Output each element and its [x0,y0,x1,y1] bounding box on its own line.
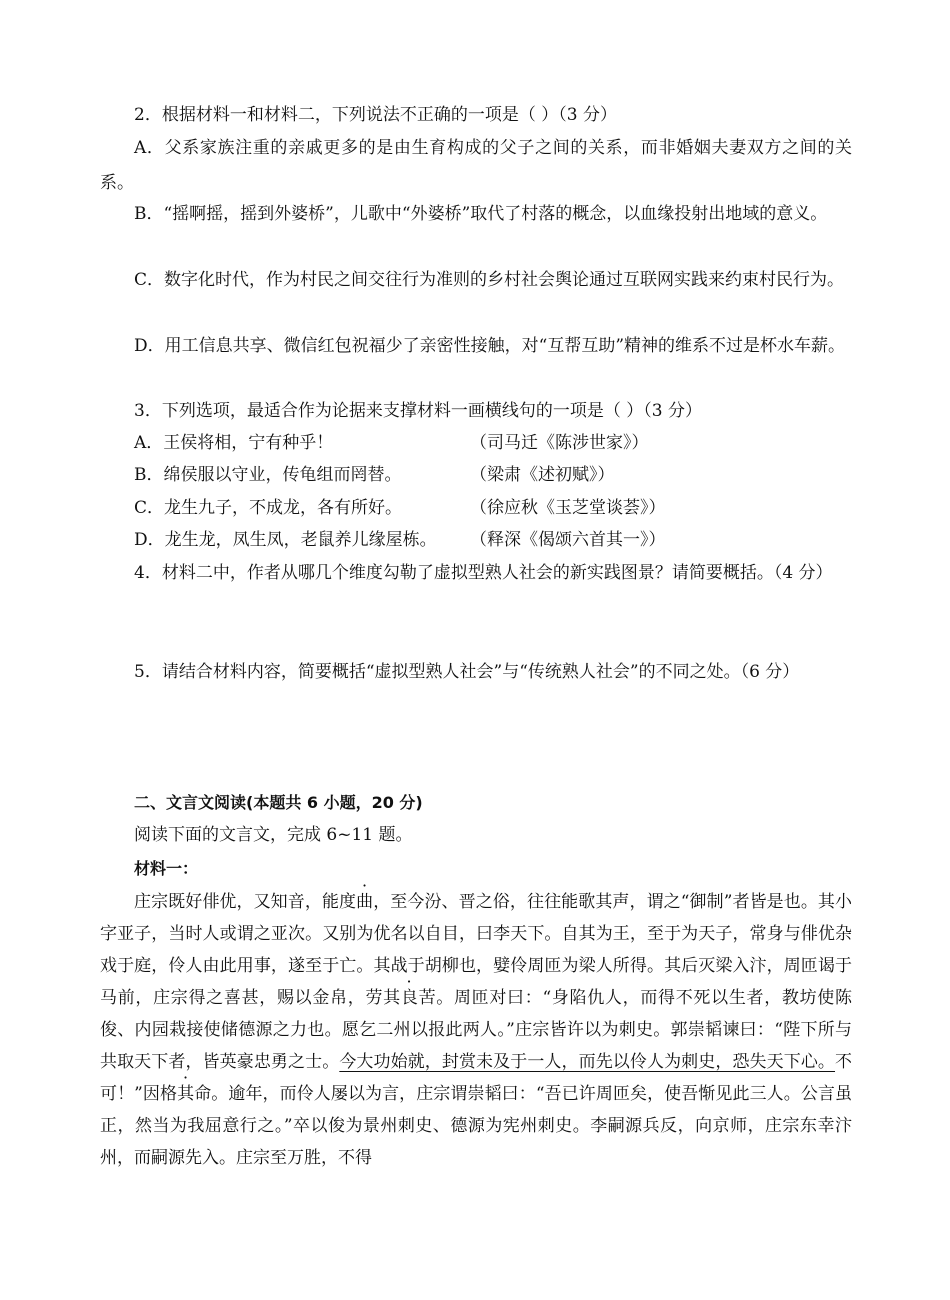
emphasis-dot-du: 度 [339,892,357,912]
underlined-sentence: 今大功始就，封赏未及于一人，而先以伶人为刺史，恐失天下心。 [339,1052,836,1072]
question-2-option-d: D．用工信息共享、微信红包祝福少了亲密性接触，对“互帮互助”精神的维系不过是杯水车薪。 [134,336,846,356]
question-3-option-c-source: （徐应秋《玉芝堂谈荟》） [470,498,666,518]
passage-seg-3: 良苦。周匝对曰：“身陷仇人，而得不死以生者，教坊使陈俊、内园栽接使储德源之力也。愿乞二州以报此两人。”庄宗皆许以为刺史。郭崇韬谏曰：“陛下所与共取天下者，皆英豪忠勇之士。 [100,988,853,1072]
question-2-option-c: C．数字化时代，作为村民之间交往行为准则的乡村社会舆论通过互联网实践来约束村民行为。 [134,270,845,290]
question-4: 4．材料二中，作者从哪几个维度勾勒了虚拟型熟人社会的新实践图景？请简要概括。（4 分） [134,563,833,583]
passage-seg-2: 曲，至今汾、晋之俗，往往能歌其声，谓之“御制”者皆是也。其小字亚子，当时人或谓之亚次。又别为优名以自目，曰李天下。自其为王，至于为天子，常身与俳优杂戏于庭，伶人由此用事，遂至于亡。其战于胡柳也，嬖伶周匝为梁人所得。其后灭梁入汴，周匝谒于马前，庄宗得之喜甚，赐以金帛，劳 [100,892,852,1008]
passage-seg-4: 不可！”因 [100,1052,853,1104]
section-2-instruction: 阅读下面的文言文，完成 6~11 题。 [134,825,413,845]
emphasis-dot-ge: 格 [160,1084,178,1104]
question-2-option-b: B．“摇啊摇，摇到外婆桥”，儿歌中“外婆桥”取代了村落的概念，以血缘投射出地域的意义。 [134,204,828,224]
question-3-option-d-source: （释深《偈颂六首其一》） [470,530,666,550]
emphasis-dot-qi: 其 [383,988,401,1008]
section-2-title: 二、文言文阅读(本题共 6 小题，20 分) [134,793,423,812]
question-5: 5．请结合材料内容，简要概括“虚拟型熟人社会”与“传统熟人社会”的不同之处。（6 分） [134,662,800,682]
question-3-option-b-source: （梁肃《述初赋》） [470,465,615,485]
question-3-option-a: A．王侯将相，宁有种乎！ [134,433,334,453]
question-3-option-b: B．绵侯服以守业，传龟组而罔替。 [134,465,402,485]
question-2-stem: 2．根据材料一和材料二，下列说法不正确的一项是（ ）（3 分） [134,105,617,125]
classical-passage [100,886,852,1174]
question-3-stem: 3．下列选项，最适合作为论据来支撑材料一画横线句的一项是（ ）（3 分） [134,401,702,421]
question-3-option-a-source: （司马迁《陈涉世家》） [470,433,649,453]
question-2-option-a: A．父系家族注重的亲戚更多的是由生育构成的父子之间的关系，而非婚姻夫妻双方之间的关系。 [100,138,852,193]
question-3-option-c: C．龙生九子，不成龙，各有所好。 [134,498,403,518]
material-1-label: 材料一： [134,859,199,878]
question-3-option-d: D．龙生龙，凤生凤，老鼠养儿缘屋栋。 [134,530,437,550]
passage-seg-5: 其命。逾年，而伶人屡以为言，庄宗谓崇韬曰：“吾已许周匝矣，使吾惭见此三人。公言虽正，然当为我屈意行之。”卒以俊为景州刺史、德源为宪州刺史。李嗣源兵反，向京师，庄宗东幸汴州，而嗣源先入。庄宗至万胜，不得 [100,1084,852,1168]
passage-seg-1: 庄宗既好俳优，又知音，能 [134,892,340,912]
